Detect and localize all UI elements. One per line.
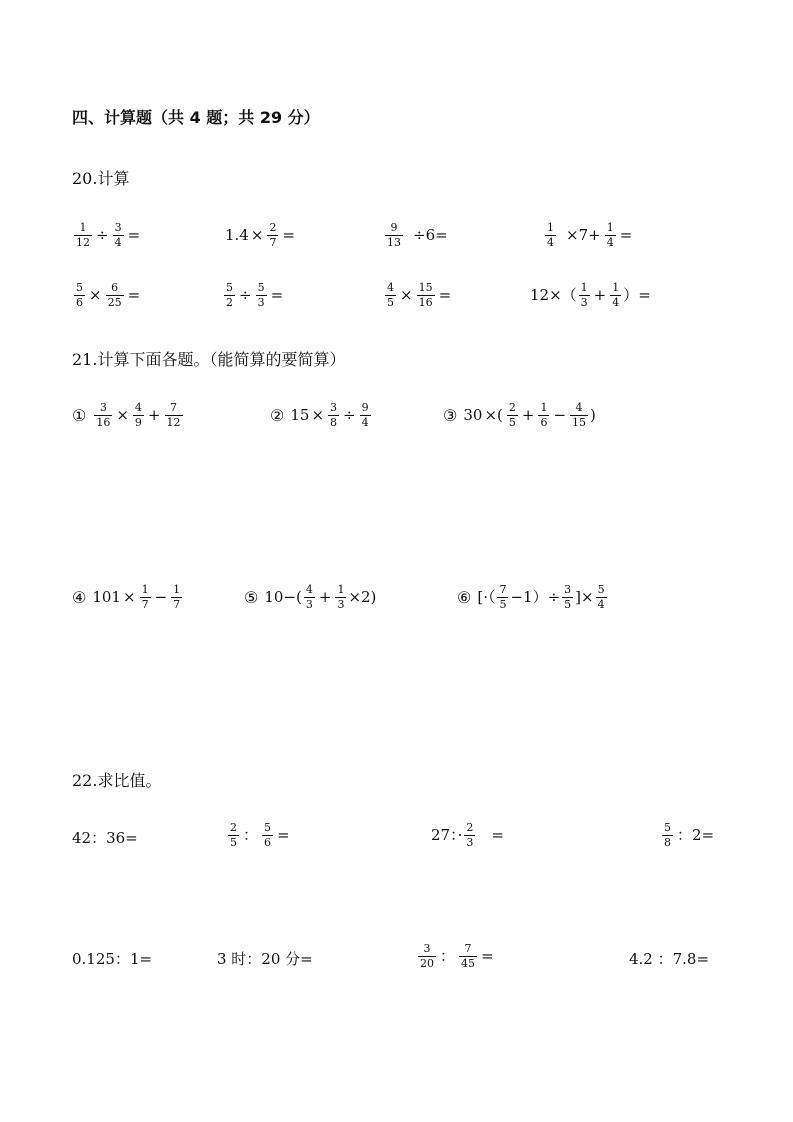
q20-expr-6: $\frac{5}{2}$ ÷ $\frac{5}{3}$ = xyxy=(226,281,284,310)
fraction: $\frac{1}{6}$ xyxy=(540,401,548,430)
fraction: $\frac{7}{45}$ xyxy=(461,942,476,971)
fraction: $\frac{2}{3}$ xyxy=(466,821,474,850)
q21-problem-6: ⑥ [·（ $\frac{7}{5}$ −1）÷ $\frac{3}{5}$ ]× $\frac{5}{4}$ xyxy=(457,583,605,612)
fraction: $\frac{5}{6}$ xyxy=(76,281,83,310)
fraction: $\frac{4}{15}$ xyxy=(572,401,587,430)
q20-title: 20.计算 xyxy=(72,169,130,188)
q21-problem-4: ④ 101 × $\frac{1}{7}$ − $\frac{1}{7}$ xyxy=(72,583,181,612)
q20-expr-1: $\frac{1}{12}$ ÷ $\frac{3}{4}$ = xyxy=(76,221,141,250)
q21-problem-5: ⑤ 10−( $\frac{4}{3}$ + $\frac{1}{3}$ ×2) xyxy=(244,583,377,612)
fraction: $\frac{2}{5}$ xyxy=(230,821,237,850)
q22-title: 22.求比值。 xyxy=(72,771,162,790)
fraction: $\frac{7}{12}$ xyxy=(166,401,181,430)
fraction: $\frac{2}{5}$ xyxy=(508,401,516,430)
fraction: $\frac{2}{7}$ xyxy=(269,221,277,250)
fraction: $\frac{1}{7}$ xyxy=(173,583,181,612)
fraction: $\frac{3}{4}$ xyxy=(114,221,122,250)
section-title: 四、计算题（共 4 题；共 29 分） xyxy=(72,108,320,127)
q21-problem-3: ③ 30 ×( $\frac{2}{5}$ + $\frac{1}{6}$ − $\frac{4}{15}$ ) xyxy=(443,401,596,430)
fraction: $\frac{1}{3}$ xyxy=(337,583,345,612)
fraction: $\frac{9}{4}$ xyxy=(361,401,369,430)
q20-expr-5: $\frac{5}{6}$ × $\frac{6}{25}$ = xyxy=(76,281,141,310)
fraction: $\frac{1}{3}$ xyxy=(580,281,588,310)
fraction: $\frac{1}{4}$ xyxy=(547,221,554,250)
q21-problem-2: ② 15 × $\frac{3}{8}$ ÷ $\frac{9}{4}$ xyxy=(270,401,369,430)
fraction: $\frac{3}{16}$ xyxy=(96,401,111,430)
fraction: $\frac{1}{4}$ xyxy=(606,221,614,250)
q21-title: 21.计算下面各题。（能简算的要简算） xyxy=(72,350,346,369)
fraction: $\frac{1}{4}$ xyxy=(612,281,620,310)
fraction: $\frac{15}{16}$ xyxy=(418,281,433,310)
q22-ratio-c: 27：· $\frac{2}{3}$ = xyxy=(431,821,504,850)
fraction: $\frac{3}{20}$ xyxy=(420,942,434,971)
q22-ratio-d: $\frac{5}{8}$ ：2= xyxy=(664,821,715,850)
fraction: $\frac{4}{3}$ xyxy=(305,583,313,612)
fraction: $\frac{5}{6}$ xyxy=(264,821,272,850)
q22-ratio-b: $\frac{2}{5}$ ： $\frac{5}{6}$ = xyxy=(230,821,290,850)
fraction: $\frac{4}{5}$ xyxy=(387,281,394,310)
fraction: $\frac{1}{7}$ xyxy=(141,583,149,612)
fraction: $\frac{5}{4}$ xyxy=(597,583,605,612)
fraction: $\frac{5}{3}$ xyxy=(257,281,265,310)
q20-expr-7: $\frac{4}{5}$ × $\frac{15}{16}$ = xyxy=(387,281,452,310)
fraction: $\frac{6}{25}$ xyxy=(107,281,122,310)
fraction: $\frac{5}{2}$ xyxy=(226,281,233,310)
q20-expr-3: $\frac{9}{13}$ ÷6= xyxy=(387,221,448,250)
fraction: $\frac{3}{8}$ xyxy=(330,401,338,430)
q21-problem-1: ① $\frac{3}{16}$ × $\frac{4}{9}$ + $\frac{7}{12}$ xyxy=(72,401,181,430)
q22-ratio-h: 4.2 ：7.8= xyxy=(629,950,710,968)
q20-expr-8: 12×（ $\frac{1}{3}$ + $\frac{1}{4}$ ）= xyxy=(530,281,651,310)
q22-ratio-e: 0.125：1= xyxy=(72,950,153,968)
fraction: $\frac{3}{5}$ xyxy=(564,583,572,612)
fraction: $\frac{4}{9}$ xyxy=(134,401,142,430)
fraction: $\frac{1}{12}$ xyxy=(76,221,90,250)
q22-ratio-a: 42：36= xyxy=(72,829,138,847)
fraction: $\frac{7}{5}$ xyxy=(499,583,507,612)
q20-expr-2: 1.4 × $\frac{2}{7}$ = xyxy=(225,221,296,250)
fraction: $\frac{5}{8}$ xyxy=(664,821,671,850)
q22-ratio-f: 3 时：20 分= xyxy=(217,950,313,968)
fraction: $\frac{9}{13}$ xyxy=(387,221,401,250)
q20-expr-4: $\frac{1}{4}$ ×7+ $\frac{1}{4}$ = xyxy=(547,221,633,250)
q22-ratio-g: $\frac{3}{20}$ ： $\frac{7}{45}$ = xyxy=(420,942,494,971)
